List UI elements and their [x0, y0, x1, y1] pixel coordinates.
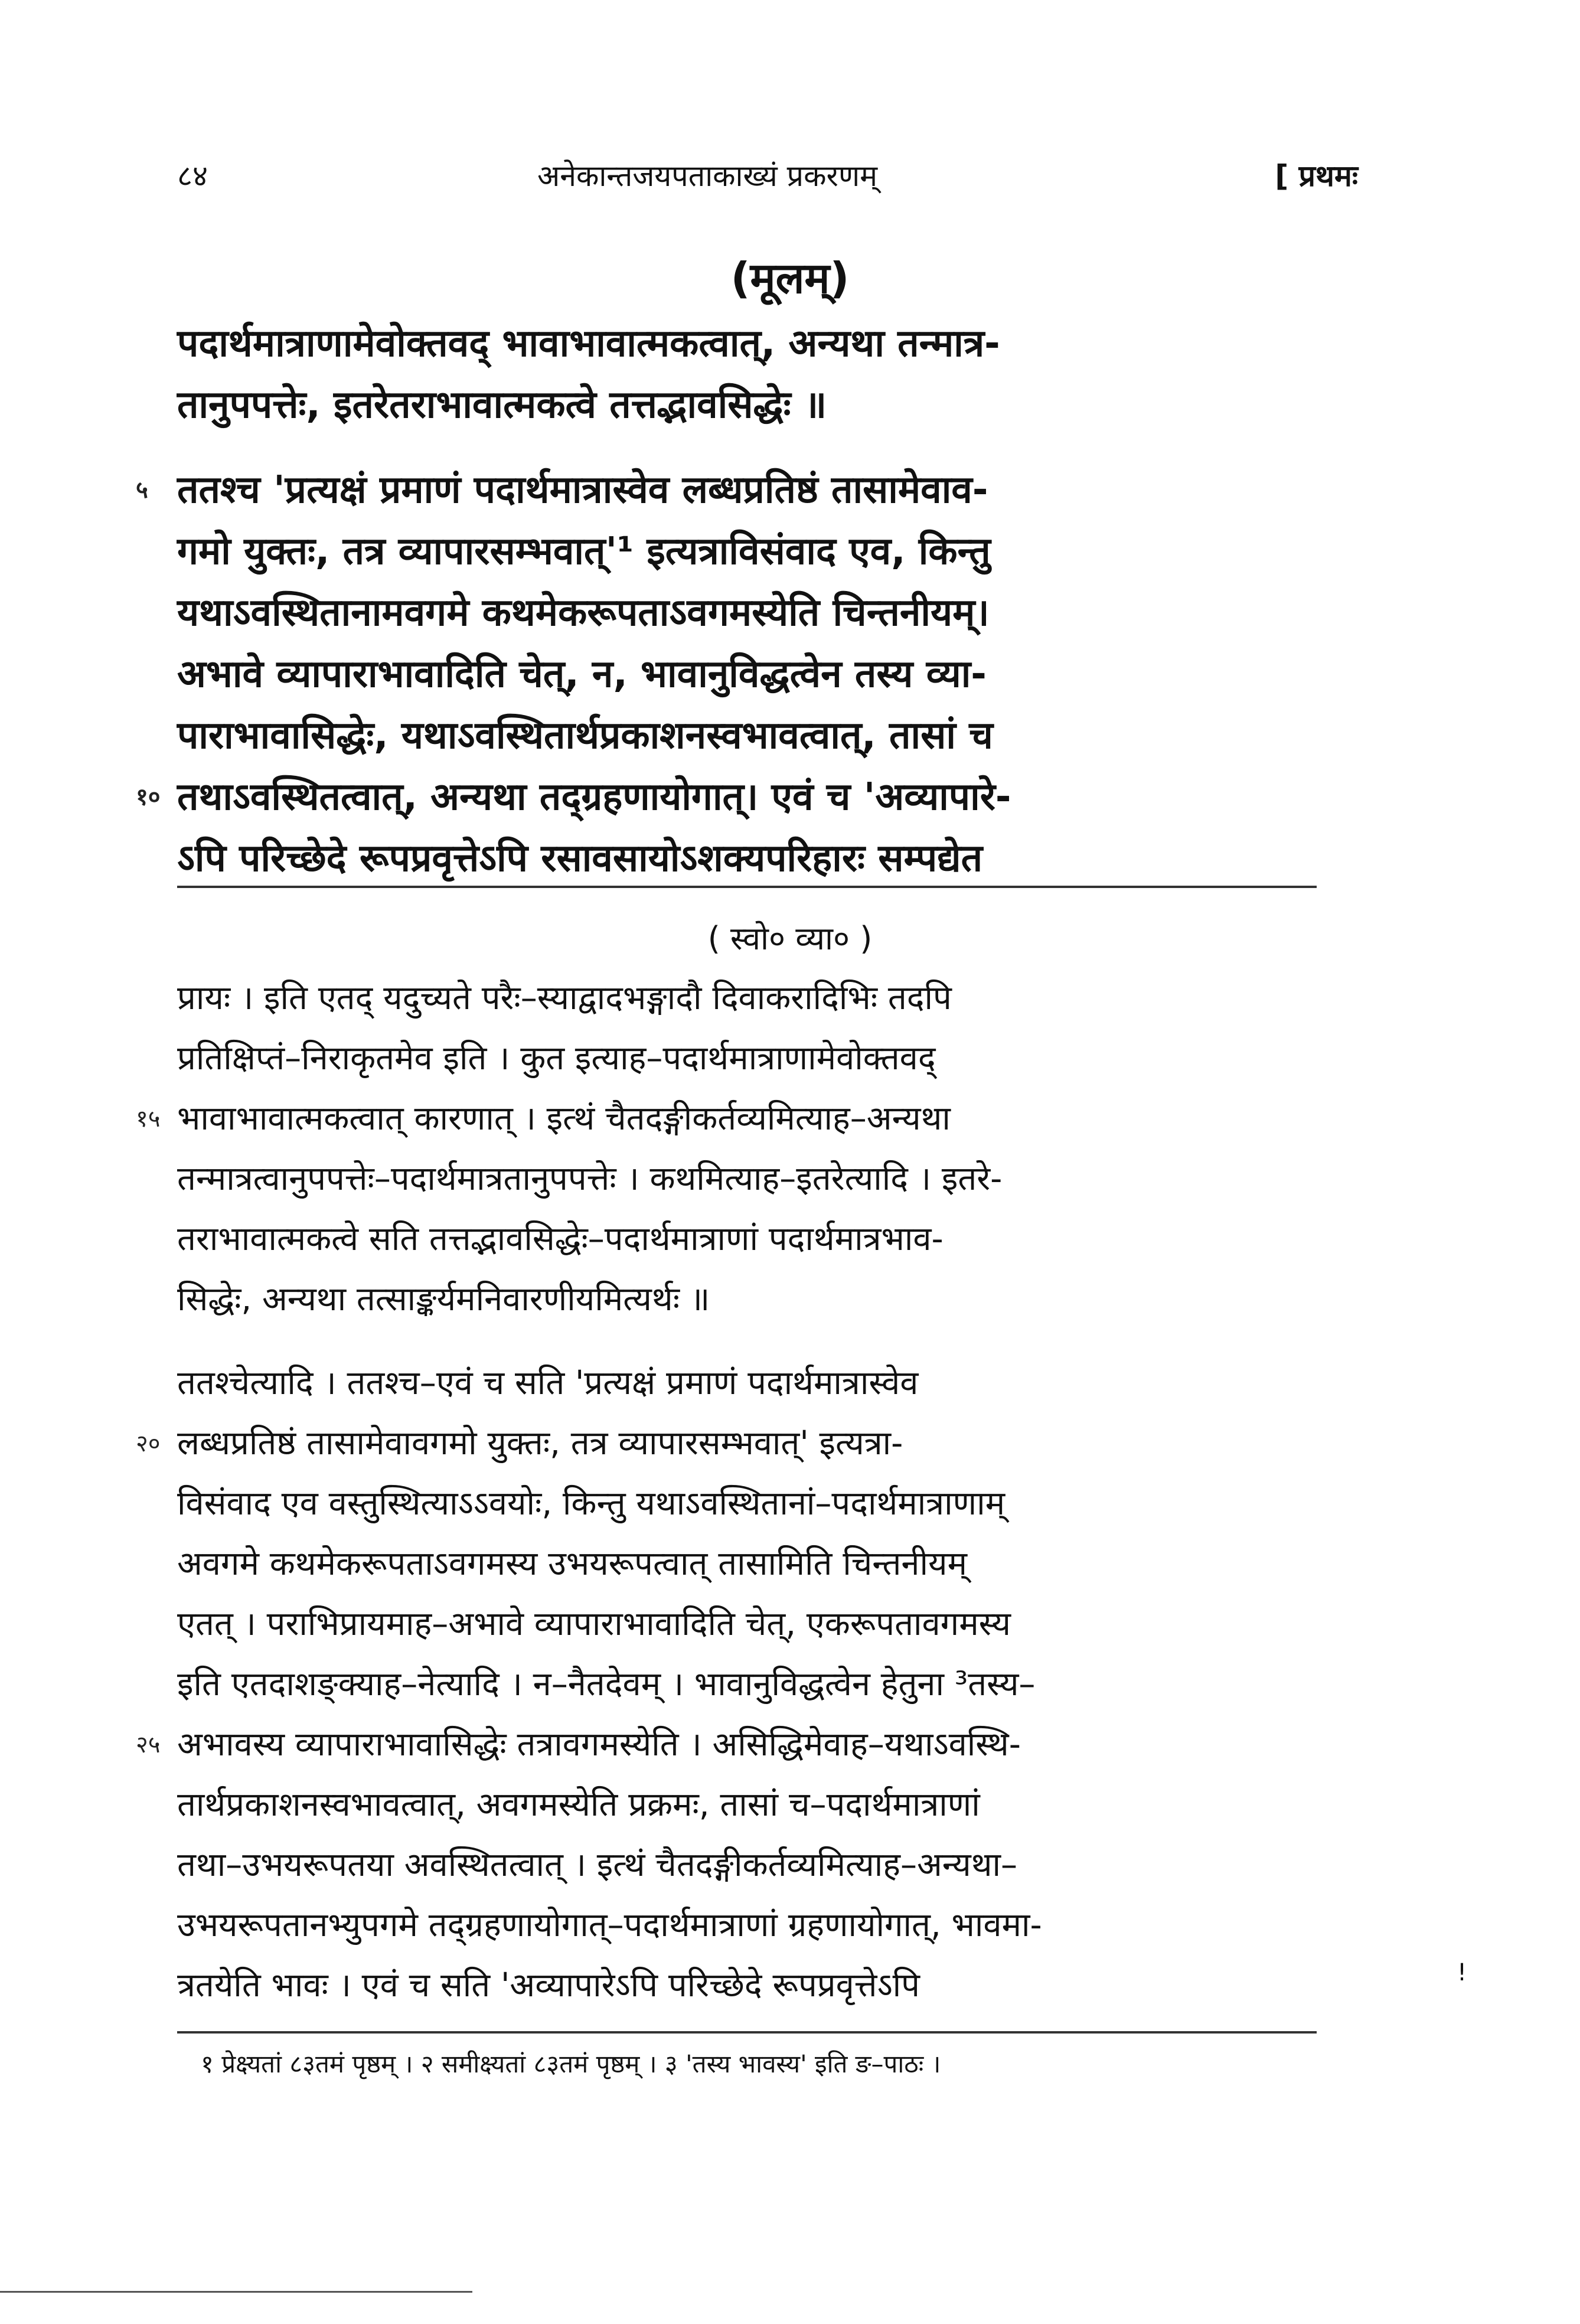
commentary-line: [136, 1089, 1317, 1149]
mula-text: [136, 313, 1317, 889]
commentary-line-text: एतत् । पराभिप्रायमाह–अभावे व्यापाराभावादिति चेत्, एकरूपतावगमस्य: [177, 1605, 1011, 1643]
commentary-line: [136, 1715, 1317, 1775]
mula-line: [177, 582, 1317, 644]
mula-line: [177, 313, 1317, 374]
mula-line: [136, 766, 1317, 828]
commentary-line: [177, 1209, 1317, 1269]
commentary-line-text: विसंवाद एव वस्तुस्थित्याऽऽवयोः, किन्तु यथाऽवस्थितानां–पदार्थमात्राणाम्: [177, 1484, 1006, 1523]
commentary-line-text: प्रायः । इति एतद् यदुच्यते परैः–स्याद्वादभङ्गादौ दिवाकरादिभिः तदपि: [177, 979, 952, 1017]
line-number: १०: [136, 784, 161, 811]
running-header: [177, 155, 1358, 208]
bottom-scan-line: [0, 2291, 472, 2293]
margin-mark: !: [1457, 1959, 1467, 1986]
commentary-line: [177, 1534, 1317, 1594]
mula-line-text: ऽपि परिच्छेदे रूपप्रवृत्तेऽपि रसावसायोऽशक्यपरिहारः सम्पद्येत: [177, 837, 983, 880]
footnote-divider: [177, 2031, 1317, 2034]
commentary-text: [136, 968, 1317, 2016]
mula-line-text: यथाऽवस्थितानामवगमे कथमेकरूपताऽवगमस्येति चिन्तनीयम्।: [177, 591, 990, 635]
line-number: २०: [136, 1430, 161, 1457]
line-number: २५: [136, 1731, 161, 1758]
commentary-heading: ( स्वो० व्या० ): [707, 920, 873, 957]
commentary-line-text: प्रतिक्षिप्तं–निराकृतमेव इति । कुत इत्याह–पदार्थमात्राणामेवोक्तवद्: [177, 1039, 936, 1078]
page-number: ८४: [177, 159, 208, 193]
mula-line-text: गमो युक्तः, तत्र व्यापारसम्भवात्'¹ इत्यत्राविसंवाद एव, किन्तु: [177, 530, 991, 573]
mula-line: [177, 705, 1317, 766]
commentary-line-text: तन्मात्रत्वानुपपत्तेः–पदार्थमात्रतानुपपत्तेः । कथमित्याह–इतरेत्यादि । इतरे-: [177, 1160, 1003, 1198]
mula-line-text: पदार्थमात्राणामेवोक्तवद् भावाभावात्मकत्वात्, अन्यथा तन्मात्र-: [177, 322, 1000, 365]
footnote: १ प्रेक्ष्यतां ८३तमं पृष्ठम् । २ समीक्ष्यतां ८३तमं पृष्ठम् । ३ 'तस्य भावस्य' इति ङ–पाठः ।: [201, 2049, 941, 2078]
mula-line-text: पाराभावासिद्धेः, यथाऽवस्थितार्थप्रकाशनस्वभावत्वात्, तासां च: [177, 714, 993, 758]
commentary-line: [177, 1594, 1317, 1654]
commentary-line: [177, 968, 1317, 1029]
commentary-line: [177, 1895, 1317, 1956]
commentary-line-text: भावाभावात्मकत्वात् कारणात् । इत्थं चैतदङ्गीकर्तव्यमित्याह–अन्यथा: [177, 1099, 951, 1138]
commentary-line: [177, 1029, 1317, 1089]
commentary-line-text: उभयरूपतानभ्युपगमे तद्ग्रहणायोगात्–पदार्थमात्राणां ग्रहणायोगात्, भावमा-: [177, 1906, 1042, 1944]
mula-line: [177, 828, 1317, 889]
commentary-line-text: तथा–उभयरूपतया अवस्थितत्वात् । इत्थं चैतदङ्गीकर्तव्यमित्याह–अन्यथा–: [177, 1846, 1018, 1884]
mula-line: [177, 521, 1317, 582]
commentary-line-text: तराभावात्मकत्वे सति तत्तद्भावसिद्धेः–पदार्थमात्राणां पदार्थमात्रभाव-: [177, 1220, 944, 1258]
commentary-line-text: अवगमे कथमेकरूपताऽवगमस्य उभयरूपत्वात् तासामिति चिन्तनीयम्: [177, 1545, 967, 1583]
commentary-line: [177, 1353, 1317, 1414]
running-title: अनेकान्तजयपताकाख्यं प्रकरणम्: [537, 159, 877, 193]
section-divider: [177, 886, 1317, 888]
commentary-line-text: लब्धप्रतिष्ठं तासामेवावगमो युक्तः, तत्र व्यापारसम्भवात्' इत्यत्रा-: [177, 1424, 903, 1463]
mula-heading: (मूलम्): [730, 253, 850, 303]
commentary-line-text: इति एतदाशङ्क्याह–नेत्यादि । न–नैतदेवम् । भावानुविद्धत्वेन हेतुना ³तस्य–: [177, 1665, 1036, 1703]
mula-line: [136, 459, 1317, 521]
commentary-line: [177, 1956, 1317, 2016]
commentary-line-text: सिद्धेः, अन्यथा तत्साङ्कर्यमनिवारणीयमित्यर्थः ॥: [177, 1280, 710, 1318]
commentary-line: [177, 1149, 1317, 1209]
commentary-line: [177, 1269, 1317, 1330]
commentary-line-text: तार्थप्रकाशनस्वभावत्वात्, अवगमस्येति प्रक्रमः, तासां च–पदार्थमात्राणां: [177, 1786, 980, 1824]
mula-line-text: ततश्च 'प्रत्यक्षं प्रमाणं पदार्थमात्रास्वेव लब्धप्रतिष्ठं तासामेवाव-: [177, 468, 988, 512]
mula-line-text: अभावे व्यापाराभावादिति चेत्, न, भावानुविद्धत्वेन तस्य व्या-: [177, 652, 987, 696]
mula-line-text: तथाऽवस्थितत्वात्, अन्यथा तद्ग्रहणायोगात्। एवं च 'अव्यापारे-: [177, 775, 1011, 819]
section-label: [ प्रथमः: [1275, 159, 1358, 193]
mula-line: [177, 374, 1317, 436]
line-number: ५: [136, 476, 148, 504]
commentary-line: [177, 1474, 1317, 1534]
commentary-line: [177, 1775, 1317, 1835]
commentary-line: [136, 1414, 1317, 1474]
mula-line: [177, 644, 1317, 705]
commentary-line-text: त्रतयेति भावः । एवं च सति 'अव्यापारेऽपि परिच्छेदे रूपप्रवृत्तेऽपि: [177, 1966, 920, 2005]
commentary-line: [177, 1654, 1317, 1715]
commentary-line: [177, 1835, 1317, 1895]
commentary-line-text: अभावस्य व्यापाराभावासिद्धेः तत्रावगमस्येति । असिद्धिमेवाह–यथाऽवस्थि-: [177, 1725, 1021, 1764]
mula-line-text: तानुपपत्तेः, इतरेतराभावात्मकत्वे तत्तद्भावसिद्धेः ॥: [177, 383, 827, 427]
line-number: १५: [136, 1105, 161, 1132]
commentary-line-text: ततश्चेत्यादि । ततश्च–एवं च सति 'प्रत्यक्षं प्रमाणं पदार्थमात्रास्वेव: [177, 1364, 919, 1402]
